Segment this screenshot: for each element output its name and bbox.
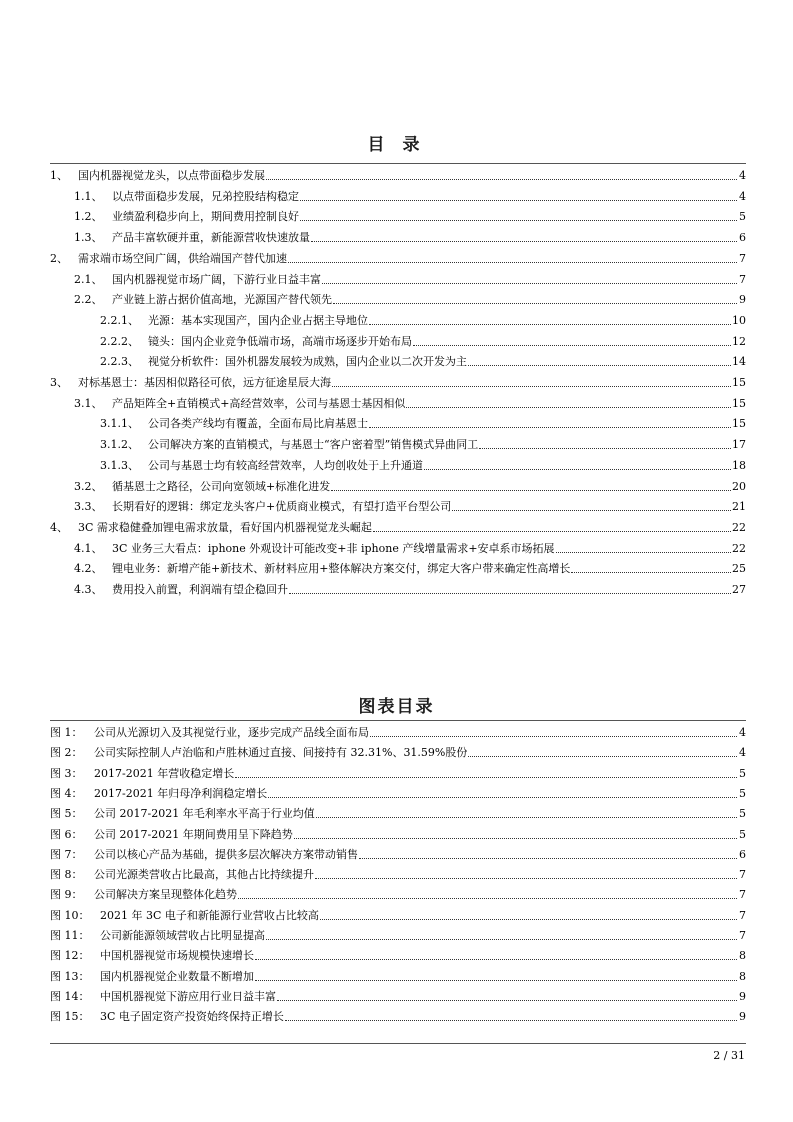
toc-entry-leader bbox=[369, 427, 731, 428]
toc-entry-number: 3.1.3、 bbox=[100, 458, 139, 472]
toc-entry[interactable] bbox=[50, 246, 746, 266]
figure-entry-page: 5 bbox=[739, 766, 746, 780]
toc-entry-page: 15 bbox=[732, 417, 746, 431]
figure-entry-text: 2017-2021 年营收稳定增长 bbox=[94, 766, 235, 780]
figure-entry-number: 图 9： bbox=[50, 888, 83, 902]
figure-entry-number: 图 2： bbox=[50, 746, 83, 760]
toc-entry-number: 2.2.1、 bbox=[100, 313, 139, 327]
toc-entry-leader bbox=[424, 469, 731, 470]
toc-entry-page: 27 bbox=[732, 583, 746, 596]
toc-entry-text: 需求端市场空间广阔，供给端国产替代加速 bbox=[78, 251, 287, 265]
figure-entry-page: 8 bbox=[739, 969, 746, 983]
toc-entry-number: 2.2、 bbox=[74, 293, 103, 307]
toc-entry[interactable] bbox=[74, 577, 746, 597]
toc-entry[interactable] bbox=[100, 308, 746, 328]
figure-entry-leader bbox=[468, 756, 737, 757]
toc-entry-page: 5 bbox=[739, 210, 746, 224]
toc-entry[interactable] bbox=[100, 453, 746, 473]
figure-entry-page: 5 bbox=[739, 827, 746, 841]
toc-entry[interactable] bbox=[100, 432, 746, 452]
figure-entry-leader bbox=[315, 878, 737, 879]
toc-entry-page: 22 bbox=[732, 520, 746, 534]
toc-entry-page: 22 bbox=[732, 541, 746, 555]
toc-entry-page: 17 bbox=[732, 438, 746, 452]
toc-entry[interactable] bbox=[50, 370, 746, 390]
figure-entry-number: 图 8： bbox=[50, 868, 83, 882]
figure-entry-leader bbox=[320, 919, 737, 920]
figure-entry-number: 图 3： bbox=[50, 766, 83, 780]
figure-entry-page: 7 bbox=[739, 868, 746, 882]
toc-entry[interactable] bbox=[74, 287, 746, 307]
toc-entry-number: 3.1.1、 bbox=[100, 417, 139, 431]
figure-entry-text: 国内机器视觉企业数量不断增加 bbox=[100, 969, 254, 983]
figure-entry-text: 公司解决方案呈现整体化趋势 bbox=[94, 888, 237, 902]
toc-entry-number: 3.1.2、 bbox=[100, 438, 139, 452]
figure-entry-text: 中国机器视觉下游应用行业日益丰富 bbox=[100, 989, 276, 1003]
toc-entry-text: 以点带面稳步发展，兄弟控股结构稳定 bbox=[112, 189, 299, 203]
toc-entry-text: 产业链上游占据价值高地，光源国产替代领先 bbox=[112, 293, 332, 307]
figure-entry-leader bbox=[370, 736, 737, 737]
toc-entry-leader bbox=[300, 220, 737, 221]
toc-entry-text: 镜头：国内企业竞争低端市场，高端市场逐步开始布局 bbox=[148, 334, 412, 348]
figure-entry-leader bbox=[316, 817, 737, 818]
figure-entry-number: 图 4： bbox=[50, 786, 83, 800]
figure-entry-leader bbox=[359, 858, 737, 859]
toc-entry[interactable] bbox=[74, 267, 746, 287]
figure-entry-leader bbox=[238, 898, 737, 899]
figure-entry[interactable] bbox=[50, 842, 746, 862]
toc-entry[interactable] bbox=[100, 349, 746, 369]
toc-entry-page: 12 bbox=[732, 334, 746, 348]
toc-entry-number: 3.3、 bbox=[74, 500, 103, 514]
page-number: 2 / 31 bbox=[713, 1049, 745, 1062]
toc-entry-text: 3C 业务三大看点：iphone 外观设计可能改变+非 iphone 产线增量需求+安卓系市场拓展 bbox=[112, 541, 555, 555]
figure-entry-text: 公司光源类营收占比最高，其他占比持续提升 bbox=[94, 868, 314, 882]
figure-entry-text: 3C 电子固定资产投资始终保持正增长 bbox=[100, 1010, 284, 1024]
figure-entry-number: 图 13： bbox=[50, 969, 90, 983]
toc-entry[interactable] bbox=[74, 391, 746, 411]
toc-entry-number: 4.2、 bbox=[74, 562, 103, 576]
figure-entry[interactable] bbox=[50, 923, 746, 943]
toc-entry-number: 2.2.2、 bbox=[100, 334, 139, 348]
toc-entry[interactable] bbox=[74, 474, 746, 494]
figure-entry[interactable] bbox=[50, 1004, 746, 1024]
toc-entry-number: 4、 bbox=[50, 520, 68, 534]
toc-entry[interactable] bbox=[74, 556, 746, 576]
figure-entry-number: 图 7： bbox=[50, 847, 83, 861]
toc-entry-number: 1.3、 bbox=[74, 231, 103, 245]
figure-entry[interactable] bbox=[50, 903, 746, 923]
figure-entry-page: 4 bbox=[739, 726, 746, 739]
toc-entry-page: 6 bbox=[739, 231, 746, 245]
figure-entry[interactable] bbox=[50, 984, 746, 1004]
figure-entry[interactable] bbox=[50, 822, 746, 842]
toc-entry-text: 公司解决方案的直销模式，与基恩士“客户密着型”销售模式异曲同工 bbox=[148, 438, 479, 452]
figure-entry-number: 图 15： bbox=[50, 1010, 90, 1024]
figure-entry-text: 公司从光源切入及其视觉行业，逐步完成产品线全面布局 bbox=[94, 726, 369, 739]
toc-entry[interactable] bbox=[50, 163, 746, 183]
toc-entry-text: 视觉分析软件：国外机器发展较为成熟，国内企业以二次开发为主 bbox=[148, 355, 467, 369]
figure-entry-text: 公司 2017-2021 年毛利率水平高于行业均值 bbox=[94, 807, 315, 821]
toc-entry-leader bbox=[571, 572, 731, 573]
toc-entry-text: 费用投入前置，利润端有望企稳回升 bbox=[112, 583, 288, 596]
toc-entry-leader bbox=[332, 386, 731, 387]
figure-entry-leader bbox=[277, 1000, 737, 1001]
toc-entry-number: 3.2、 bbox=[74, 479, 103, 493]
figure-entry-number: 图 14： bbox=[50, 989, 90, 1003]
figure-entry-text: 2021 年 3C 电子和新能源行业营收占比较高 bbox=[100, 908, 319, 922]
toc-entry-text: 长期看好的逻辑：绑定龙头客户+优质商业模式，有望打造平台型公司 bbox=[112, 500, 452, 514]
figure-entry-number: 图 6： bbox=[50, 827, 83, 841]
figure-entry-page: 6 bbox=[739, 847, 746, 861]
toc-entry-number: 2、 bbox=[50, 251, 68, 265]
toc-entry-number: 4.1、 bbox=[74, 541, 103, 555]
toc-entry-text: 3C 需求稳健叠加锂电需求放量，看好国内机器视觉龙头崛起 bbox=[78, 520, 372, 534]
figure-entry-text: 中国机器视觉市场规模快速增长 bbox=[100, 949, 254, 963]
figure-entry-page: 5 bbox=[739, 786, 746, 800]
toc-entry-page: 18 bbox=[732, 458, 746, 472]
toc-entry-text: 锂电业务：新增产能+新技术、新材料应用+整体解决方案交付，绑定大客户带来确定性高增长 bbox=[112, 562, 571, 576]
toc-entry-number: 1.2、 bbox=[74, 210, 103, 224]
toc-entry-page: 10 bbox=[732, 313, 746, 327]
figure-entry-text: 公司实际控制人卢治临和卢胜林通过直接、间接持有 32.31%、31.59%股份 bbox=[94, 746, 468, 760]
toc-entry-text: 公司与基恩士均有较高经营效率，人均创收处于上升通道 bbox=[148, 458, 423, 472]
toc-entry-text: 产品矩阵全+直销模式+高经营效率，公司与基恩士基因相似 bbox=[112, 396, 406, 410]
toc-entry-number: 1、 bbox=[50, 169, 68, 182]
figure-entry-text: 公司以核心产品为基础，提供多层次解决方案带动销售 bbox=[94, 847, 358, 861]
figure-entry-leader bbox=[266, 939, 737, 940]
toc-entry[interactable] bbox=[50, 515, 746, 535]
toc-entry-number: 4.3、 bbox=[74, 583, 103, 596]
toc-entry[interactable] bbox=[100, 329, 746, 349]
figure-entry-page: 4 bbox=[739, 746, 746, 760]
toc-entry-leader bbox=[556, 552, 731, 553]
figure-entry[interactable] bbox=[50, 862, 746, 882]
figure-entry[interactable] bbox=[50, 943, 746, 963]
toc-entry-text: 产品丰富软硬并重，新能源营收快速放量 bbox=[112, 231, 310, 245]
toc-entry[interactable] bbox=[74, 536, 746, 556]
toc-entry-page: 20 bbox=[732, 479, 746, 493]
toc-entry[interactable] bbox=[74, 184, 746, 204]
toc-entry-number: 2.2.3、 bbox=[100, 355, 139, 369]
figure-entry-leader bbox=[285, 1020, 737, 1021]
figure-entry-leader bbox=[255, 980, 737, 981]
toc-title: 目 录 bbox=[367, 135, 426, 155]
toc-entry[interactable] bbox=[74, 225, 746, 245]
figure-entry-page: 7 bbox=[739, 908, 746, 922]
toc-entry-page: 15 bbox=[732, 396, 746, 410]
toc-entry-leader bbox=[413, 345, 731, 346]
toc-entry-number: 3.1、 bbox=[74, 396, 103, 410]
toc-entry-leader bbox=[369, 324, 731, 325]
figure-entry[interactable] bbox=[50, 964, 746, 984]
toc-entry[interactable] bbox=[100, 411, 746, 431]
toc-entry-leader bbox=[479, 448, 731, 449]
toc-entry[interactable] bbox=[74, 494, 746, 514]
toc-entry-leader bbox=[331, 490, 731, 491]
figure-entry-number: 图 11： bbox=[50, 929, 90, 942]
toc-entry-leader bbox=[311, 241, 737, 242]
figure-entry[interactable] bbox=[50, 781, 746, 801]
toc-entry-text: 对标基恩士：基因相似路径可依，远方征途星辰大海 bbox=[78, 376, 331, 389]
toc-entry-page: 15 bbox=[732, 376, 746, 389]
figure-entry-number: 图 1： bbox=[50, 726, 83, 739]
figure-entry-page: 7 bbox=[739, 929, 746, 942]
figure-entry-leader bbox=[255, 959, 737, 960]
figure-entry-text: 2017-2021 年归母净利润稳定增长 bbox=[94, 786, 268, 800]
toc-entry[interactable] bbox=[74, 204, 746, 224]
figure-entry-leader bbox=[294, 838, 737, 839]
figure-entry-page: 9 bbox=[739, 989, 746, 1003]
figure-entry-page: 5 bbox=[739, 807, 746, 821]
figure-entry-number: 图 5： bbox=[50, 807, 83, 821]
toc-entry-page: 7 bbox=[739, 272, 746, 286]
toc-entry-page: 4 bbox=[739, 169, 746, 182]
figure-entry-page: 8 bbox=[739, 949, 746, 963]
toc-entry-text: 国内机器视觉龙头，以点带面稳步发展 bbox=[78, 169, 265, 182]
toc-entry-leader bbox=[288, 262, 737, 263]
toc-entry-leader bbox=[406, 407, 731, 408]
toc-entry-text: 业绩盈利稳步向上，期间费用控制良好 bbox=[112, 210, 299, 224]
toc-entry-number: 2.1、 bbox=[74, 272, 103, 286]
figures-title: 图表目录 bbox=[358, 697, 435, 717]
toc-entry-leader bbox=[468, 365, 731, 366]
figure-entry-number: 图 12： bbox=[50, 949, 90, 963]
toc-entry-page: 4 bbox=[739, 189, 746, 203]
figure-entry[interactable] bbox=[50, 801, 746, 821]
toc-entry-number: 3、 bbox=[50, 376, 68, 389]
toc-entry-leader bbox=[373, 531, 731, 532]
figure-entry[interactable] bbox=[50, 720, 746, 740]
figure-entry[interactable] bbox=[50, 761, 746, 781]
toc-entry-leader bbox=[322, 283, 737, 284]
figure-entry-number: 图 10： bbox=[50, 908, 90, 922]
toc-entry-leader bbox=[333, 303, 737, 304]
figure-entry-leader bbox=[268, 797, 737, 798]
toc-entry-page: 14 bbox=[732, 355, 746, 369]
figure-entry[interactable] bbox=[50, 740, 746, 760]
toc-entry-page: 21 bbox=[732, 500, 746, 514]
toc-entry-leader bbox=[300, 200, 737, 201]
figure-entry-text: 公司 2017-2021 年期间费用呈下降趋势 bbox=[94, 827, 293, 841]
toc-entry-text: 公司各类产线均有覆盖，全面布局比肩基恩士 bbox=[148, 417, 368, 431]
figure-entry-page: 9 bbox=[739, 1010, 746, 1024]
toc-entry-number: 1.1、 bbox=[74, 189, 103, 203]
figure-entry-page: 7 bbox=[739, 888, 746, 902]
toc-entry-leader bbox=[452, 510, 731, 511]
toc-entry-page: 7 bbox=[739, 251, 746, 265]
toc-entry-text: 循基恩士之路径，公司向宽领域+标准化进发 bbox=[112, 479, 331, 493]
toc-entry-page: 9 bbox=[739, 293, 746, 307]
toc-entry-text: 光源：基本实现国产，国内企业占据主导地位 bbox=[148, 313, 368, 327]
toc-entry-text: 国内机器视觉市场广阔，下游行业日益丰富 bbox=[112, 272, 321, 286]
figure-entry-text: 公司新能源领域营收占比明显提高 bbox=[100, 929, 265, 942]
figure-entry[interactable] bbox=[50, 882, 746, 902]
toc-entry-leader bbox=[289, 593, 731, 594]
toc-entry-page: 25 bbox=[732, 562, 746, 576]
footer-rule bbox=[50, 1043, 746, 1044]
figure-entry-leader bbox=[235, 777, 737, 778]
toc-entry-leader bbox=[266, 179, 737, 180]
